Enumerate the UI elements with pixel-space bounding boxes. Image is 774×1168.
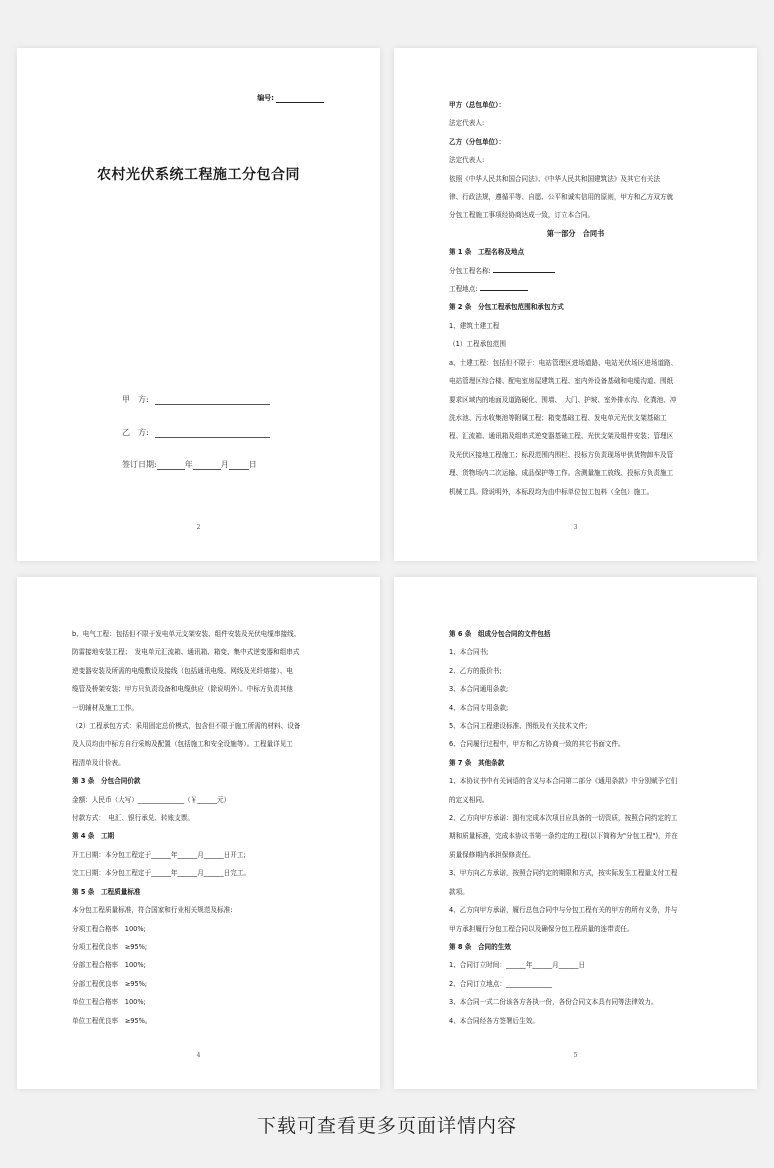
party-b-label: 乙 方: (122, 428, 149, 437)
text-line: 4、本合同专用条款; (449, 703, 509, 712)
text-line: 工程地点: (449, 280, 702, 298)
text-line: 电站管理区综合楼、配电室房屋建筑工程、室内外设备基础和电缆沟道、围纸 (449, 377, 674, 386)
text-line: 甲方承担履行分包工程合同以及确保分包工程质量的连带责任。 (449, 924, 634, 933)
text-line: 理、货物场内二次运输、成品保护等工作。含测量施工放线、投标方负责施工 (449, 469, 674, 478)
text-line: 一切辅材及施工工作。 (72, 703, 138, 712)
contract-title: 农村光伏系统工程施工分包合同 (97, 167, 300, 183)
text-line: 开工日期：本分包工程定于______年______月______日开工; (72, 850, 246, 859)
text-line: 机械工具。除说明外，本标段均为由中标单位包工包料（全包）施工。 (449, 487, 654, 496)
text-line: 分包工程名称: (449, 262, 702, 280)
text-line: 及光伏区接地工程施工；标段范围内围栏、投标方负责现场甲供货物卸车及管 (449, 450, 674, 459)
text-line: 付款方式： 电汇、银行承兑、转账支票。 (72, 814, 194, 823)
text-line: 1、建筑土建工程 (449, 321, 500, 330)
text-line: 逆变器安装及所需的电缆敷设及接线（包括通讯电缆、网线及光纤熔接）、电 (72, 666, 293, 675)
page-number: 2 (196, 524, 201, 531)
text-line: 依照《中华人民共和国合同法》、《中华人民共和国建筑法》及其它有关法 (449, 174, 660, 183)
text-line: 洗水池、污水收集池等附属工程；箱变基础工程、发电单元光伏支架基础工 (449, 413, 667, 422)
text-line: 1、合同订立时间：______年______月______日 (449, 961, 586, 970)
text-line: 2、乙方向甲方承诺：拥有完成本次项目应具备的一切资质，按照合同约定的工 (449, 814, 678, 823)
text-line: 2、乙方的报价书; (449, 666, 502, 675)
page-body-text (449, 96, 702, 501)
day-label: 日 (248, 460, 257, 469)
page-number: 5 (573, 1052, 578, 1059)
text-line: 分部工程优良率 ≥95%; (72, 979, 148, 988)
text-line: 程清单及计价表。 (72, 758, 125, 767)
contract-cover-page (17, 48, 380, 561)
text-line: b、电气工程：包括但不限于发电单元支架安装、组件安装及光伏电缆串接线、 (72, 630, 301, 638)
text-line: 要求区域内的地面及道路硬化、围墙、 大门、护坡、室外排水沟、化粪池、冲 (449, 395, 677, 404)
text-line: 2、合同订立地点：______________ (449, 979, 553, 988)
text-line: 4、本合同经各方签署后生效。 (449, 1016, 539, 1025)
text-line: 3、本合同通用条款; (449, 685, 509, 694)
month-label: 月 (220, 460, 229, 469)
part-heading: 第一部分 合同书 (546, 228, 605, 238)
section-heading: 第 2 条 分包工程承包范围和承包方式 (449, 303, 564, 312)
fill-in-blank (493, 265, 555, 273)
text-line: 缆管及桥架安装；甲方只负责设备和电缆供应（除说明外）。中标方负责其他 (72, 685, 293, 694)
text-line: 本分包工程质量标准，符合国家和行业相关规范及标准: (72, 906, 233, 915)
section-heading: 第 3 条 分包合同价款 (72, 777, 141, 786)
page-number: 4 (196, 1052, 201, 1059)
party-b-signature-line (122, 427, 270, 438)
section-heading: 第 4 条 工期 (72, 832, 115, 841)
contract-number-field (257, 93, 324, 103)
sign-date-label: 签订日期: (122, 460, 157, 469)
day-blank (229, 460, 249, 470)
contract-number-blank (276, 94, 324, 103)
year-label: 年 (184, 460, 193, 469)
text-line: 及人员均由中标方自行采购及配置（包括施工和安全设施等）。工程量详见工 (72, 740, 293, 749)
contract-number-label: 编号: (257, 94, 274, 102)
party-b-blank (155, 428, 270, 438)
text-line: 分项工程优良率 ≥95%; (72, 942, 148, 951)
text-line: 律、行政法规，遵循平等、自愿、公平和诚实信用的原则，甲方和乙方双方就 (449, 193, 674, 202)
page-body-text (72, 625, 325, 1030)
text-line: 4、乙方向甲方承诺，履行总包合同中与分包工程有关的甲方的所有义务，并与 (449, 906, 678, 915)
year-blank (157, 460, 185, 470)
contract-page-5 (394, 577, 757, 1089)
text-line: 1、本协议书中有关词语的含义与本合同第二部分《通用条款》中分别赋予它们 (449, 777, 678, 786)
text-line: 单位工程合格率 100%; (72, 998, 146, 1007)
text-line: 金额：人民币（大写）______________（￥______元） (72, 795, 231, 804)
text-line: 质量保修期内承担保修责任。 (449, 850, 535, 859)
party-a-signature-line (122, 394, 270, 405)
text-line: 期和质量标准，完成本协议书第一条约定的工程(以下简称为"分包工程")，并在 (449, 832, 678, 841)
text-line: 分包工程施工事项经协商达成一致，订立本合同。 (449, 211, 595, 220)
text-line: 款项。 (449, 887, 469, 896)
text-line: a、土建工程：包括但不限于：电站管理区进场道路、电站光伏场区进场道路、 (449, 358, 678, 367)
download-prompt-caption: 下载可查看更多页面详情内容 (256, 1115, 517, 1137)
party-a-blank (155, 395, 270, 405)
text-line: （1）工程承包范围 (449, 340, 506, 349)
section-heading: 甲方（总包单位）： (449, 101, 506, 109)
section-heading: 第 5 条 工程质量标准 (72, 887, 141, 896)
contract-page-4 (17, 577, 380, 1089)
text-line: 分部工程合格率 100%; (72, 961, 146, 970)
text-line: 5、本合同工程建设标准、图纸及有关技术文件; (449, 722, 588, 731)
page-body-text (449, 625, 702, 1030)
text-line: 法定代表人: (449, 119, 485, 128)
section-heading: 乙方（分包单位）： (449, 137, 506, 146)
text-line: 程、汇流箱、通讯箱及组串式逆变器基础工程、光伏支架及组件安装；管理区 (449, 432, 674, 441)
sign-date-line (122, 459, 257, 470)
text-line: 完工日期：本分包工程定于______年______月______日完工。 (72, 869, 251, 878)
fill-in-blank (480, 283, 528, 291)
text-line: 的定义相同。 (449, 795, 489, 804)
text-line: 3、甲方向乙方承诺，按照合同约定的期限和方式，按实际发生工程量支付工程 (449, 869, 678, 878)
party-a-label: 甲 方: (122, 395, 149, 404)
text-line: 单位工程优良率 ≥95%。 (72, 1016, 152, 1025)
section-heading: 第 8 条 合同的生效 (449, 942, 511, 951)
text-line: 防雷接地安装工程； 发电单元汇流箱、通讯箱、箱变、集中式逆变器和组串式 (72, 648, 300, 657)
section-heading: 第 7 条 其他条款 (449, 758, 505, 767)
page-number: 3 (573, 524, 578, 531)
text-line: 分项工程合格率 100%; (72, 924, 146, 933)
text-line: 1、本合同书; (449, 648, 489, 657)
text-line: （2）工程承包方式：采用固定总价模式，包含但不限于施工所需的材料、设备 (72, 722, 301, 731)
section-heading: 第 1 条 工程名称及地点 (449, 248, 525, 257)
text-line: 法定代表人: (449, 156, 485, 165)
month-blank (193, 460, 221, 470)
section-heading: 第 6 条 组成分包合同的文件包括 (449, 630, 551, 638)
text-line: 6、合同履行过程中，甲方和乙方协商一致的其它书面文件。 (449, 740, 625, 749)
text-line: 3、本合同一式二份该各方各执一份，各份合同文本具有同等法律效力。 (449, 998, 658, 1007)
contract-page-3 (394, 48, 757, 561)
